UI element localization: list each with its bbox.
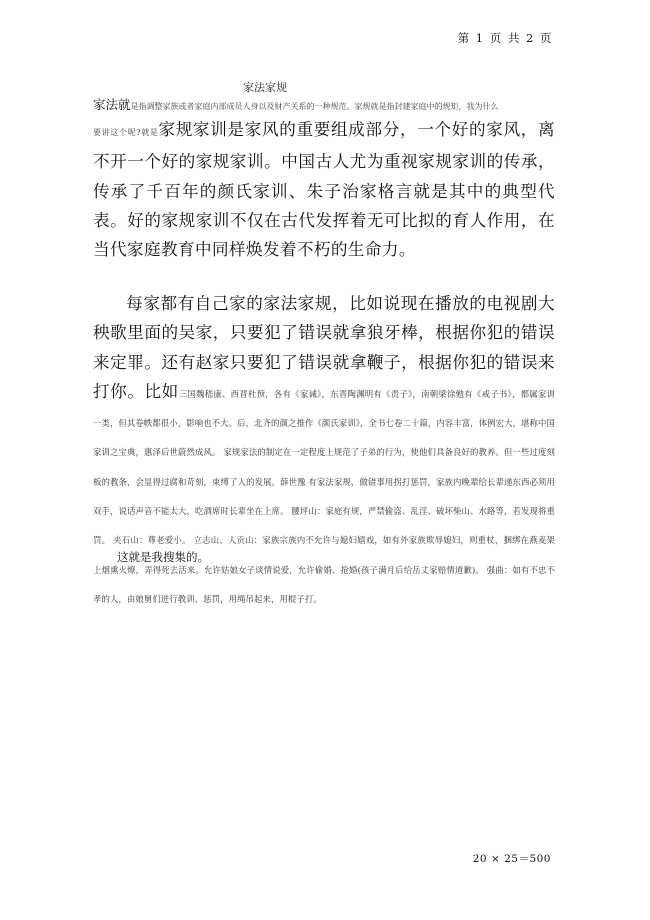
document-title: 家法家规 xyxy=(243,81,287,94)
page-number: 第 1 页 共 2 页 xyxy=(457,31,553,45)
paragraph-1 xyxy=(93,97,555,264)
closing-line: 这就是我搜集的。 xyxy=(117,550,209,564)
paragraph-1-small-prefix: 要讲这个呢?就是 xyxy=(93,128,159,137)
paragraph-1-body-block xyxy=(93,115,555,264)
paragraph-1-small-text: 是指调整家族或者家庭内部成员人身以及财产关系的一种规范。家规就是指封建家庭中的规矩，我为什么 xyxy=(130,102,499,111)
paragraph-2-small-body: 三国魏嵇康、西晋杜预，各有《家诫》，东晋陶渊明有《责子》，南朝梁徐勉有《戒子书》，都属家训一类，但其卷帙都很小，影响也不大。后，北齐的颜之推作《颜氏家训》，全书七卷二十篇，内容丰富，体例宏大，堪称中国家训之宝典，惠泽后世蔚然成风。 家规家法的制定在一定程度上规范了子弟的行为，使他们具备良好的教养。但一些过度刻板的教条，会显得过腐和苛刻，束缚了人的发展。薛世豫 有家法家规，做错事用拐打惩罚，家族内晚辈给长辈递东西必须用双手，说话声音不能太大，吃酒席时长辈坐在上席。 腰坪山：家庭有规，严禁偷盗、乱淫、破坏柴山、水路等，若发现将重罚。 夹石山：尊老爱小。 立志山、人贡山：家族宗族内不允许与媳妇嬉戏，如有外家族欺辱媳妇，则重杖，捆绑在燕麦架上烟熏火燎，弄得死去活来。允许姑娘女子谈情说爱，允许偷婚、抢婚(孩子满月后给岳丈家赔情道歉)。 强曲：如有不忠不孝的人，由娘舅们进行教训、惩罚，用绳吊起来，用棍子打。 xyxy=(93,388,555,604)
character-count-footer: 20 × 25＝500 xyxy=(472,853,551,865)
paragraph-1-lead: 家法就 xyxy=(93,97,131,112)
paragraph-2-body: 每家都有自己家的家法家规，比如说现在播放的电视剧大秧歌里面的吴家，只要犯了错误就拿狼牙棒，根据你犯的错误来定罪。还有赵家只要犯了错误就拿鞭子，根据你犯的错误来打你。比如 xyxy=(93,294,555,401)
paragraph-1-first-line xyxy=(93,97,555,115)
paragraph-1-body: 家规家训是家风的重要组成部分，一个好的家风，离不开一个好的家规家训。中国古人尤为重视家规家训的传承，传承了千百年的颜氏家训、朱子治家格言就是其中的典型代表。好的家规家训不仅在古代发挥着无可比拟的育人作用，在当代家庭教育中同样焕发着不朽的生命力。 xyxy=(93,120,555,260)
